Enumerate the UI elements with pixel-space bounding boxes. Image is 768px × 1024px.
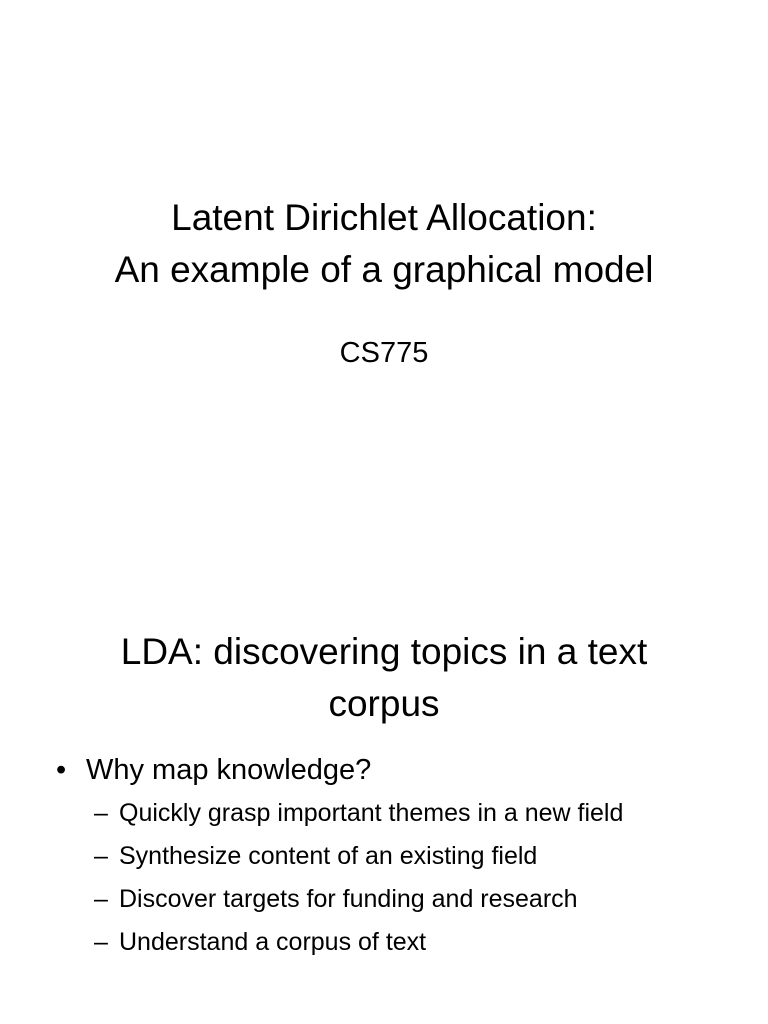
slide-2-title-line-1: LDA: discovering topics in a text: [120, 631, 648, 672]
sub-bullet-text: Understand a corpus of text: [119, 928, 427, 956]
dash-marker: –: [94, 885, 108, 913]
sub-list-wrapper: [54, 792, 754, 964]
slide-2-title-line-2: corpus: [328, 683, 440, 724]
sub-bullet-text: Synthesize content of an existing field: [119, 842, 538, 870]
slide-1-subtitle: CS775: [339, 337, 429, 369]
sub-bullet-text: Quickly grasp important themes in a new field: [119, 799, 624, 827]
slide-2-title: [0, 626, 768, 730]
sub-bullet-list: [54, 792, 754, 964]
slide-1-title-line-1: Latent Dirichlet Allocation:: [171, 197, 597, 238]
dash-marker: –: [94, 928, 108, 956]
slide-lda-topics: [0, 576, 768, 1024]
bullet-marker: •: [56, 754, 67, 786]
sub-bullet-item: [54, 878, 754, 921]
sub-bullet-item: [54, 792, 754, 835]
slide-1-title-line-2: An example of a graphical model: [114, 249, 654, 290]
sub-bullet-item: [54, 835, 754, 878]
dash-marker: –: [94, 842, 108, 870]
sub-bullet-item: [54, 921, 754, 964]
dash-marker: –: [94, 799, 108, 827]
bullet-item: [54, 748, 754, 792]
bullet-list: [54, 748, 754, 964]
bullet-text: Why map knowledge?: [86, 754, 372, 786]
sub-bullet-text: Discover targets for funding and research: [119, 885, 578, 913]
slide-1-title: [0, 192, 768, 296]
